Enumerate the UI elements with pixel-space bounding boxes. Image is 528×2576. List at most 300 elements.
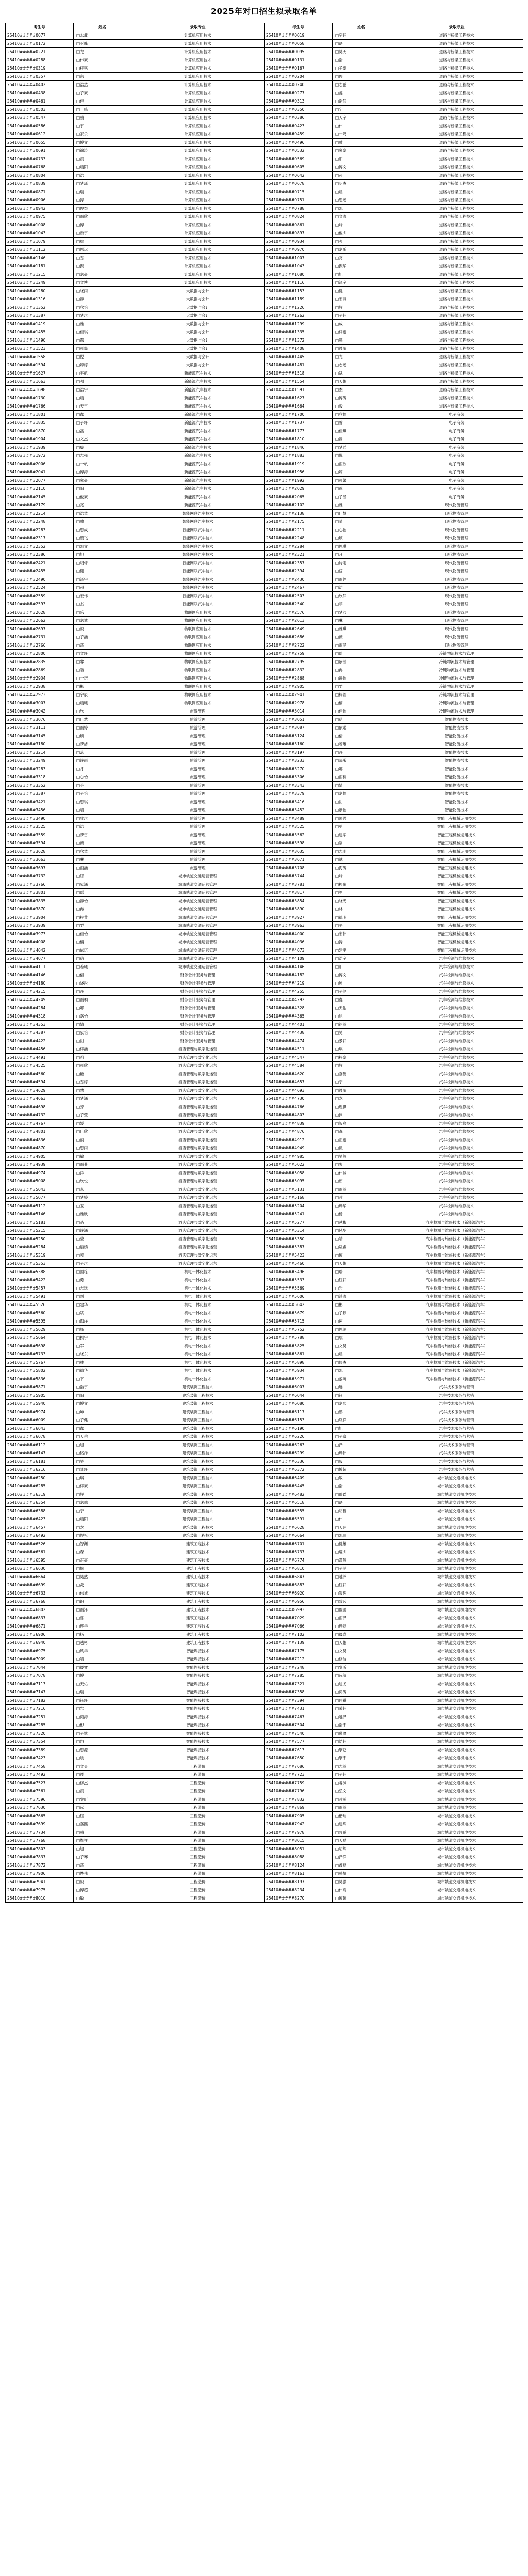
- major-cell: 现代物流管理: [390, 501, 523, 510]
- major-cell: 旅游管理: [131, 757, 265, 765]
- table-row: [6, 73, 265, 81]
- exam-id-cell: 25410#####0350: [265, 106, 333, 114]
- major-cell: 智能焊接技术: [131, 1672, 265, 1680]
- student-name-cell: □晋鹏: [333, 1828, 390, 1837]
- student-name-cell: □彬: [74, 1721, 131, 1730]
- table-row: [265, 1317, 523, 1326]
- student-name-cell: □铭泽: [333, 1021, 390, 1029]
- table-row: [6, 518, 265, 526]
- table-row: [6, 1730, 265, 1738]
- table-row: [265, 1284, 523, 1293]
- major-cell: 建筑装饰工程技术: [131, 1507, 265, 1515]
- major-cell: 旅游管理: [131, 848, 265, 856]
- table-row: [6, 815, 265, 823]
- exam-id-cell: 25410#####0751: [265, 196, 333, 205]
- table-row: [6, 806, 265, 815]
- major-cell: 现代物流管理: [390, 641, 523, 650]
- table-row: [6, 1482, 265, 1490]
- exam-id-cell: 25410#####0386: [265, 114, 333, 122]
- major-cell: 机电一体化技术: [131, 1301, 265, 1309]
- student-name-cell: □文昊: [74, 1762, 131, 1771]
- student-name-cell: □宇: [74, 122, 131, 130]
- exam-id-cell: 25410#####2102: [265, 501, 333, 510]
- major-cell: 旅游管理: [131, 773, 265, 782]
- major-cell: 计算机应用技术: [131, 81, 265, 89]
- student-name-cell: □凯: [74, 1787, 131, 1795]
- student-name-cell: □可馨: [74, 345, 131, 353]
- exam-id-cell: 25410#####1153: [265, 287, 333, 295]
- student-name-cell: □鑫: [74, 1425, 131, 1433]
- student-name-cell: □军: [74, 1342, 131, 1350]
- table-row: [6, 732, 265, 740]
- table-row: [265, 1532, 523, 1540]
- major-cell: 智能物流技术: [390, 724, 523, 732]
- exam-id-cell: 25410#####7358: [265, 1688, 333, 1697]
- table-row: [6, 955, 265, 963]
- exam-id-cell: 25410#####5460: [265, 1260, 333, 1268]
- table-row: [265, 1012, 523, 1021]
- table-row: [6, 221, 265, 229]
- table-row: [6, 1688, 265, 1697]
- student-name-cell: □伟: [333, 1515, 390, 1523]
- major-cell: 现代物流管理: [390, 510, 523, 518]
- student-name-cell: □悦: [333, 452, 390, 460]
- major-cell: 智能焊接技术: [131, 1655, 265, 1664]
- student-name-cell: □旭: [333, 270, 390, 279]
- student-name-cell: □龙: [74, 1523, 131, 1532]
- exam-id-cell: 25410#####2731: [6, 633, 74, 641]
- major-cell: 电子商务: [390, 460, 523, 468]
- student-name-cell: □颖: [333, 534, 390, 543]
- student-name-cell: □建辉: [333, 1820, 390, 1828]
- exam-id-cell: 25410#####3801: [6, 889, 74, 897]
- exam-id-cell: 25410#####2211: [265, 526, 333, 534]
- table-row: [6, 600, 265, 608]
- table-row: [6, 971, 265, 979]
- table-row: [265, 1153, 523, 1161]
- student-name-cell: □凯瑞: [333, 1532, 390, 1540]
- table-row: [6, 81, 265, 89]
- student-name-cell: □勇: [333, 823, 390, 831]
- student-name-cell: □子琪: [74, 1260, 131, 1268]
- exam-id-cell: 25410#####7561: [6, 1787, 74, 1795]
- table-row: [6, 658, 265, 666]
- student-name-cell: □伟: [333, 122, 390, 130]
- major-cell: 智能网联汽车技术: [131, 510, 265, 518]
- student-name-cell: □晨: [74, 1771, 131, 1779]
- exam-id-cell: 25410#####0975: [6, 213, 74, 221]
- exam-id-cell: 25410#####4939: [6, 1161, 74, 1169]
- student-name-cell: □鑫: [333, 996, 390, 1004]
- student-name-cell: □雨菲: [74, 1161, 131, 1169]
- table-row: [6, 1515, 265, 1523]
- table-row: [265, 1425, 523, 1433]
- major-cell: 城市轨道交通机电技术: [390, 1828, 523, 1837]
- major-cell: 道路与桥梁工程技术: [390, 394, 523, 402]
- major-cell: 旅游管理: [131, 823, 265, 831]
- student-name-cell: □亚峰: [74, 40, 131, 48]
- table-row: [6, 180, 265, 188]
- student-name-cell: □杨: [74, 1631, 131, 1639]
- table-row: [265, 608, 523, 617]
- major-cell: 旅游管理: [131, 765, 265, 773]
- exam-id-cell: 25410#####1481: [265, 361, 333, 369]
- exam-id-cell: 25410#####2175: [265, 518, 333, 526]
- student-name-cell: □毅: [333, 1458, 390, 1466]
- table-row: [6, 905, 265, 913]
- table-row: [6, 89, 265, 97]
- exam-id-cell: 25410#####6555: [265, 1507, 333, 1515]
- student-name-cell: □家乐: [74, 130, 131, 139]
- table-row: [6, 1523, 265, 1532]
- student-name-cell: □志鹏: [333, 81, 390, 89]
- student-name-cell: □莹: [74, 1235, 131, 1243]
- major-cell: 道路与桥梁工程技术: [390, 254, 523, 262]
- table-row: [265, 1210, 523, 1218]
- major-cell: 汽车检测与维修技术: [390, 1144, 523, 1153]
- table-row: [265, 1004, 523, 1012]
- major-cell: 道路与桥梁工程技术: [390, 40, 523, 48]
- exam-id-cell: 25410#####2041: [6, 468, 74, 477]
- exam-id-cell: 25410#####5861: [265, 1350, 333, 1359]
- student-name-cell: □嘉懿: [333, 1070, 390, 1078]
- student-name-cell: □黎昕: [74, 1795, 131, 1804]
- table-row: [6, 575, 265, 584]
- student-name-cell: □颖: [74, 732, 131, 740]
- table-row: [265, 369, 523, 378]
- student-name-cell: □紫涵: [74, 880, 131, 889]
- student-name-cell: □哲瀚: [333, 1795, 390, 1804]
- major-cell: 新能源汽车技术: [131, 444, 265, 452]
- exam-id-cell: 25410#####0715: [265, 188, 333, 196]
- table-row: [265, 1326, 523, 1334]
- exam-id-cell: 25410#####5112: [6, 1202, 74, 1210]
- table-row: [6, 1787, 265, 1795]
- exam-id-cell: 25410#####3671: [265, 856, 333, 864]
- student-name-cell: □子健: [74, 1416, 131, 1425]
- major-cell: 计算机应用技术: [131, 106, 265, 114]
- major-cell: 建筑工程技术: [131, 1548, 265, 1556]
- major-cell: 汽车检测与维修技术: [390, 1012, 523, 1021]
- student-name-cell: □梓铭: [74, 64, 131, 73]
- student-name-cell: □可欣: [74, 1062, 131, 1070]
- major-cell: 城市轨道交通机电技术: [390, 1787, 523, 1795]
- exam-id-cell: 25410#####3087: [265, 724, 333, 732]
- exam-id-cell: 25410#####3124: [265, 732, 333, 740]
- major-cell: 现代物流管理: [390, 526, 523, 534]
- student-name-cell: □雨婷: [74, 724, 131, 732]
- student-name-cell: □靖: [333, 1235, 390, 1243]
- student-name-cell: □建华: [74, 1301, 131, 1309]
- major-cell: 建筑装饰工程技术: [131, 1490, 265, 1499]
- table-row: [6, 320, 265, 328]
- exam-id-cell: 25410#####4663: [6, 1095, 74, 1103]
- major-cell: 酒店管理与数字化运营: [131, 1111, 265, 1120]
- exam-id-cell: 25410#####1663: [6, 378, 74, 386]
- major-cell: 道路与桥梁工程技术: [390, 147, 523, 155]
- student-name-cell: □博超: [333, 1466, 390, 1474]
- student-name-cell: □耀杰: [333, 1548, 390, 1556]
- student-name-cell: □雅琪: [333, 625, 390, 633]
- exam-id-cell: 25410#####5606: [265, 1293, 333, 1301]
- table-row: [265, 1111, 523, 1120]
- table-row: [265, 765, 523, 773]
- header-name: 姓名: [74, 23, 131, 31]
- exam-id-cell: 25410#####6956: [265, 1598, 333, 1606]
- table-row: [265, 1449, 523, 1458]
- exam-id-cell: 25410#####1992: [265, 477, 333, 485]
- table-row: [265, 1795, 523, 1804]
- exam-id-cell: 25410#####4657: [265, 1078, 333, 1087]
- table-row: [265, 172, 523, 180]
- major-cell: 计算机应用技术: [131, 163, 265, 172]
- exam-id-cell: 25410#####6526: [6, 1540, 74, 1548]
- major-cell: 新能源汽车技术: [131, 427, 265, 435]
- student-name-cell: □潇然: [333, 1556, 390, 1565]
- table-row: [6, 1853, 265, 1861]
- major-cell: 财务会计服务与管理: [131, 979, 265, 988]
- exam-id-cell: 25410#####5898: [265, 1359, 333, 1367]
- table-row: [265, 1482, 523, 1490]
- table-row: [265, 526, 523, 534]
- table-row: [265, 699, 523, 707]
- major-cell: 计算机应用技术: [131, 205, 265, 213]
- table-row: [265, 856, 523, 864]
- exam-id-cell: 25410#####3490: [6, 815, 74, 823]
- student-name-cell: □婷婷: [74, 361, 131, 369]
- student-name-cell: □燕: [74, 1185, 131, 1194]
- student-name-cell: □晨阳: [74, 163, 131, 172]
- table-row: [6, 798, 265, 806]
- exam-id-cell: 25410#####6737: [265, 1548, 333, 1556]
- exam-id-cell: 25410#####2649: [265, 625, 333, 633]
- major-cell: 汽车技术服务与营销: [390, 1449, 523, 1458]
- student-name-cell: □林: [333, 905, 390, 913]
- table-row: [265, 691, 523, 699]
- exam-id-cell: 25410#####6078: [6, 1433, 74, 1441]
- major-cell: 道路与桥梁工程技术: [390, 196, 523, 205]
- table-row: [6, 1260, 265, 1268]
- student-name-cell: □若曦: [333, 740, 390, 749]
- exam-id-cell: 25410#####4839: [265, 1120, 333, 1128]
- student-name-cell: □薇: [333, 633, 390, 641]
- exam-id-cell: 25410#####2766: [6, 641, 74, 650]
- exam-id-cell: 25410#####7975: [6, 1886, 74, 1894]
- student-name-cell: □修洁: [333, 1655, 390, 1664]
- major-cell: 酒店管理与数字化运营: [131, 1062, 265, 1070]
- table-row: [6, 1837, 265, 1845]
- student-name-cell: □智渊: [74, 1540, 131, 1548]
- exam-id-cell: 25410#####7665: [6, 1812, 74, 1820]
- major-cell: 酒店管理与数字化运营: [131, 1243, 265, 1251]
- exam-id-cell: 25410#####3197: [265, 749, 333, 757]
- table-row: [265, 839, 523, 848]
- student-name-cell: □鑫磊: [333, 1861, 390, 1870]
- header-major: 录取专业: [131, 23, 265, 31]
- student-name-cell: □泽宇: [333, 279, 390, 287]
- exam-id-cell: 25410#####3732: [6, 872, 74, 880]
- table-row: [6, 1144, 265, 1153]
- table-row: [265, 1375, 523, 1383]
- student-name-cell: □杰: [333, 386, 390, 394]
- exam-id-cell: 25410#####3283: [6, 765, 74, 773]
- exam-id-cell: 25410#####4180: [6, 979, 74, 988]
- table-row: [265, 1490, 523, 1499]
- table-row: [265, 1367, 523, 1375]
- table-row: [265, 913, 523, 922]
- major-cell: 城市轨道交通机电技术: [390, 1804, 523, 1812]
- student-name-cell: □旭: [74, 1441, 131, 1449]
- table-row: [265, 1672, 523, 1680]
- student-name-cell: □阳: [333, 155, 390, 163]
- table-row: [6, 1103, 265, 1111]
- major-cell: 汽车技术服务与营销: [390, 1466, 523, 1474]
- table-row: [265, 97, 523, 106]
- table-row: [6, 48, 265, 56]
- table-row: [6, 477, 265, 485]
- student-name-cell: □钰轩: [333, 1581, 390, 1589]
- major-cell: 酒店管理与数字化运营: [131, 1045, 265, 1054]
- major-cell: 计算机应用技术: [131, 221, 265, 229]
- student-name-cell: □帆: [74, 1565, 131, 1573]
- table-row: [265, 1161, 523, 1169]
- student-name-cell: □紫怡: [74, 1029, 131, 1037]
- exam-id-cell: 25410#####4629: [6, 1087, 74, 1095]
- major-cell: 智能工程机械运用技术: [390, 913, 523, 922]
- table-row: [265, 707, 523, 716]
- exam-id-cell: 25410#####2868: [265, 674, 333, 683]
- table-row: [265, 938, 523, 946]
- student-name-cell: □佳: [74, 97, 131, 106]
- exam-id-cell: 25410#####1146: [6, 254, 74, 262]
- major-cell: 道路与桥梁工程技术: [390, 270, 523, 279]
- exam-id-cell: 25410#####2394: [265, 567, 333, 575]
- major-cell: 汽车检测与维修技术: [390, 1054, 523, 1062]
- student-name-cell: □亮: [74, 501, 131, 510]
- student-name-cell: □子涵: [74, 633, 131, 641]
- major-cell: 智能物流技术: [390, 806, 523, 815]
- exam-id-cell: 25410#####3343: [265, 782, 333, 790]
- table-row: [6, 1153, 265, 1161]
- major-cell: 城市轨道交通机电技术: [390, 1532, 523, 1540]
- major-cell: 计算机应用技术: [131, 48, 265, 56]
- major-cell: 道路与桥梁工程技术: [390, 106, 523, 114]
- exam-id-cell: 25410#####6009: [6, 1416, 74, 1425]
- exam-id-cell: 25410#####7113: [6, 1680, 74, 1688]
- table-row: [265, 955, 523, 963]
- exam-id-cell: 25410#####1387: [6, 312, 74, 320]
- major-cell: 道路与桥梁工程技术: [390, 221, 523, 229]
- exam-id-cell: 25410#####0970: [265, 246, 333, 254]
- student-name-cell: □月: [333, 551, 390, 559]
- exam-id-cell: 25410#####0547: [6, 114, 74, 122]
- left-column: [5, 23, 264, 1903]
- student-name-cell: □志刚: [333, 848, 390, 856]
- table-row: [265, 147, 523, 155]
- exam-id-cell: 25410#####2029: [265, 485, 333, 493]
- major-cell: 智能焊接技术: [131, 1705, 265, 1713]
- student-name-cell: □欣怡: [74, 303, 131, 312]
- student-name-cell: □鹏煊: [333, 1870, 390, 1878]
- table-row: [265, 1021, 523, 1029]
- table-row: [6, 848, 265, 856]
- major-cell: 道路与桥梁工程技术: [390, 172, 523, 180]
- exam-id-cell: 25410#####5698: [6, 1342, 74, 1350]
- major-cell: 旅游管理: [131, 707, 265, 716]
- major-cell: 旅游管理: [131, 782, 265, 790]
- exam-id-cell: 25410#####2357: [265, 559, 333, 567]
- student-name-cell: □思远: [74, 246, 131, 254]
- table-row: [265, 1639, 523, 1647]
- student-name-cell: □雅琪: [74, 815, 131, 823]
- exam-id-cell: 25410#####1079: [6, 238, 74, 246]
- table-row: [265, 336, 523, 345]
- major-cell: 汽车检测与维修技术: [390, 1045, 523, 1054]
- student-name-cell: □宏伟: [74, 592, 131, 600]
- exam-id-cell: 25410#####5250: [6, 1235, 74, 1243]
- exam-id-cell: 25410#####5934: [265, 1367, 333, 1375]
- student-name-cell: □洁: [74, 823, 131, 831]
- exam-id-cell: 25410#####4219: [265, 979, 333, 988]
- exam-id-cell: 25410#####2179: [6, 501, 74, 510]
- table-row: [265, 1251, 523, 1260]
- table-row: [265, 1359, 523, 1367]
- table-row: [265, 1128, 523, 1136]
- major-cell: 计算机应用技术: [131, 180, 265, 188]
- table-row: [6, 1111, 265, 1120]
- major-cell: 汽车检测与维修技术: [390, 1185, 523, 1194]
- student-name-cell: □佳慧: [74, 716, 131, 724]
- major-cell: 电子商务: [390, 485, 523, 493]
- table-row: [265, 1194, 523, 1202]
- student-name-cell: □雅: [74, 320, 131, 328]
- exam-id-cell: 25410#####6492: [6, 1532, 74, 1540]
- student-name-cell: □博文: [74, 1400, 131, 1408]
- table-row: [265, 1144, 523, 1153]
- major-cell: 酒店管理与数字化运营: [131, 1218, 265, 1227]
- table-row: [6, 130, 265, 139]
- major-cell: 道路与桥梁工程技术: [390, 81, 523, 89]
- exam-id-cell: 25410#####4730: [265, 1095, 333, 1103]
- table-row: [6, 1812, 265, 1820]
- exam-id-cell: 25410#####6299: [265, 1449, 333, 1458]
- major-cell: 汽车检测与维修技术: [390, 955, 523, 963]
- table-row: [265, 1078, 523, 1087]
- table-row: [6, 1507, 265, 1515]
- table-row: [265, 1037, 523, 1045]
- exam-id-cell: 25410#####6153: [265, 1416, 333, 1425]
- major-cell: 物联网应用技术: [131, 641, 265, 650]
- student-name-cell: □露: [333, 485, 390, 493]
- major-cell: 城市轨道交通机电技术: [390, 1565, 523, 1573]
- major-cell: 汽车检测与维修技术: [390, 1169, 523, 1177]
- student-name-cell: □一鸣: [333, 130, 390, 139]
- major-cell: 道路与桥梁工程技术: [390, 386, 523, 394]
- major-cell: 物联网应用技术: [131, 674, 265, 683]
- table-row: [265, 880, 523, 889]
- exam-id-cell: 25410#####3180: [6, 740, 74, 749]
- table-row: [265, 1581, 523, 1589]
- major-cell: 汽车检测与维修技术: [390, 963, 523, 971]
- table-row: [265, 1820, 523, 1828]
- exam-id-cell: 25410#####1316: [6, 295, 74, 303]
- student-name-cell: □宁: [333, 106, 390, 114]
- major-cell: 冷链物流技术与管理: [390, 699, 523, 707]
- exam-id-cell: 25410#####7147: [6, 1688, 74, 1697]
- student-name-cell: □亮: [333, 254, 390, 262]
- table-row: [6, 1045, 265, 1054]
- exam-id-cell: 25410#####6591: [265, 1515, 333, 1523]
